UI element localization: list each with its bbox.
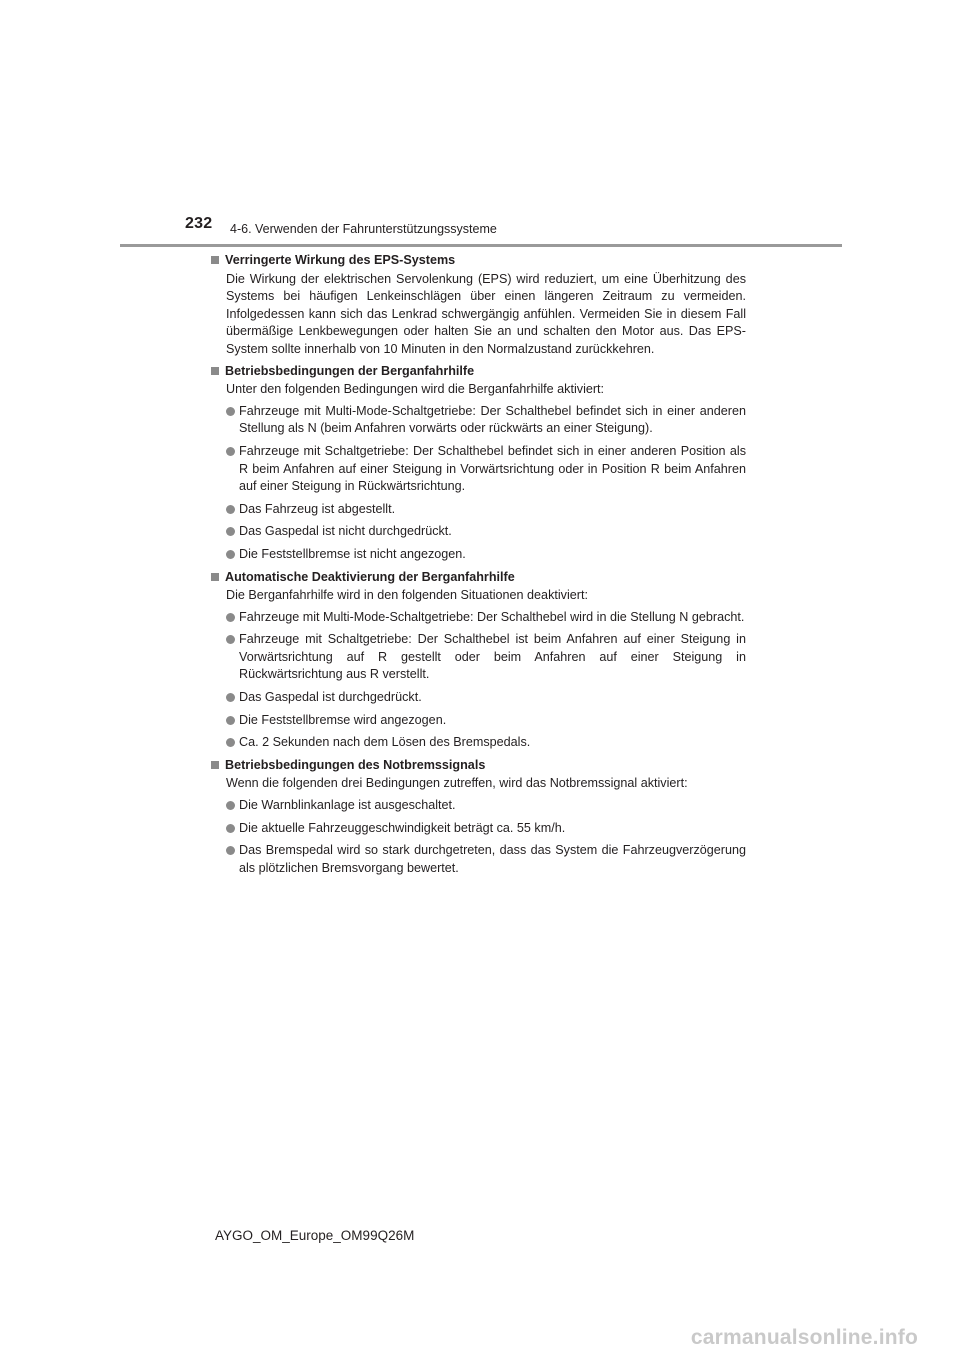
bullet-item: [226, 443, 746, 496]
section-paragraph: Die Wirkung der elektrischen Servolenkung (EPS) wird reduziert, um eine Überhitzung des Systems bei häufigen Lenkeinschlägen über einen längeren Zeitraum zu vermeiden. Infolgedessen kann sich das Lenkrad schwergängig anfühlen. Vermeiden Sie in diesem Fall übermäßige Lenkbewegungen oder halten Sie an und schalten den Motor aus. Das EPS-System sollte innerhalb von 10 Minuten in den Normalzustand zurückkehren.: [226, 271, 746, 356]
page-number: 232: [185, 215, 213, 232]
section-heading: [211, 757, 746, 775]
round-bullet-icon: [226, 846, 235, 855]
content: [211, 252, 746, 882]
bullet-text: Die Feststellbremse wird angezogen.: [239, 712, 447, 727]
round-bullet-icon: [226, 613, 235, 622]
bullet-text: Die Warnblinkanlage ist ausgeschaltet.: [239, 798, 456, 813]
bullet-item: [226, 842, 746, 877]
section: [211, 569, 746, 752]
section: [211, 757, 746, 878]
bullet-text: Die Feststellbremse ist nicht angezogen.: [239, 546, 466, 561]
section-heading-text: Verringerte Wirkung des EPS-Systems: [225, 253, 456, 267]
section-heading-text: Automatische Deaktivierung der Berganfahrhilfe: [225, 569, 515, 584]
bullet-text: Das Gaspedal ist nicht durchgedrückt.: [239, 524, 452, 539]
bullet-item: [226, 501, 746, 519]
bullet-item: [226, 631, 746, 684]
section-paragraph: Die Berganfahrhilfe wird in den folgenden Situationen deaktiviert:: [226, 588, 588, 603]
round-bullet-icon: [226, 505, 235, 514]
section-heading: [211, 252, 746, 270]
bullet-text: Fahrzeuge mit Schaltgetriebe: Der Schalthebel ist beim Anfahren auf einer Steigung in Vorwärtsrichtung auf R gestellt oder beim Anfahren auf einer Steigung in Rückwärtsrichtung aus R verstellt.: [239, 632, 746, 682]
round-bullet-icon: [226, 407, 235, 416]
watermark: carmanualsonline.info: [690, 1326, 918, 1349]
section: [211, 252, 746, 359]
bullet-item: [226, 689, 746, 707]
round-bullet-icon: [226, 447, 235, 456]
bullet-text: Ca. 2 Sekunden nach dem Lösen des Bremspedals.: [239, 735, 531, 750]
bullet-text: Das Gaspedal ist durchgedrückt.: [239, 690, 422, 705]
bullet-item: [226, 546, 746, 564]
bullet-item: [226, 734, 746, 752]
bullet-text: Fahrzeuge mit Multi-Mode-Schaltgetriebe: Der Schalthebel wird in die Stellung N gebracht.: [239, 609, 745, 624]
section-heading: [211, 569, 746, 587]
round-bullet-icon: [226, 801, 235, 810]
footer-doc-id: AYGO_OM_Europe_OM99Q26M: [215, 1228, 415, 1243]
section-paragraph: Wenn die folgenden drei Bedingungen zutreffen, wird das Notbremssignal aktiviert:: [226, 776, 688, 791]
square-bullet-icon: [211, 573, 219, 581]
square-bullet-icon: [211, 367, 219, 375]
round-bullet-icon: [226, 716, 235, 725]
header-rule: [120, 244, 842, 247]
section-heading-text: Betriebsbedingungen des Notbremssignals: [225, 757, 486, 772]
bullet-item: [226, 523, 746, 541]
round-bullet-icon: [226, 693, 235, 702]
bullet-item: [226, 609, 746, 627]
round-bullet-icon: [226, 738, 235, 747]
bullet-text: Fahrzeuge mit Schaltgetriebe: Der Schalthebel befindet sich in einer anderen Position als R beim Anfahren auf einer Steigung in Vorwärtsrichtung oder in Position R beim Anfahren auf einer Steigung in Rückwärtsrichtung.: [239, 443, 746, 494]
bullet-text: Das Bremspedal wird so stark durchgetreten, dass das System die Fahrzeugverzögerung als plötzlichen Bremsvorgang bewertet.: [239, 843, 746, 875]
round-bullet-icon: [226, 527, 235, 536]
round-bullet-icon: [226, 635, 235, 644]
section-heading: [211, 363, 746, 381]
section-title: 4-6. Verwenden der Fahrunterstützungssysteme: [230, 222, 497, 236]
square-bullet-icon: [211, 761, 219, 769]
section: [211, 363, 746, 564]
bullet-item: [226, 797, 746, 815]
bullet-text: Die aktuelle Fahrzeuggeschwindigkeit beträgt ca. 55 km/h.: [239, 820, 566, 835]
bullet-item: [226, 820, 746, 838]
bullet-text: Fahrzeuge mit Multi-Mode-Schaltgetriebe: Der Schalthebel befindet sich in einer anderen Stellung als N (beim Anfahren vorwärts oder rückwärts an einer Steigung).: [239, 403, 746, 436]
section-paragraph: Unter den folgenden Bedingungen wird die Berganfahrhilfe aktiviert:: [226, 382, 605, 397]
bullet-item: [226, 712, 746, 730]
bullet-item: [226, 403, 746, 438]
bullet-text: Das Fahrzeug ist abgestellt.: [239, 501, 396, 516]
section-heading-text: Betriebsbedingungen der Berganfahrhilfe: [225, 363, 475, 378]
round-bullet-icon: [226, 824, 235, 833]
round-bullet-icon: [226, 550, 235, 559]
square-bullet-icon: [211, 256, 219, 264]
